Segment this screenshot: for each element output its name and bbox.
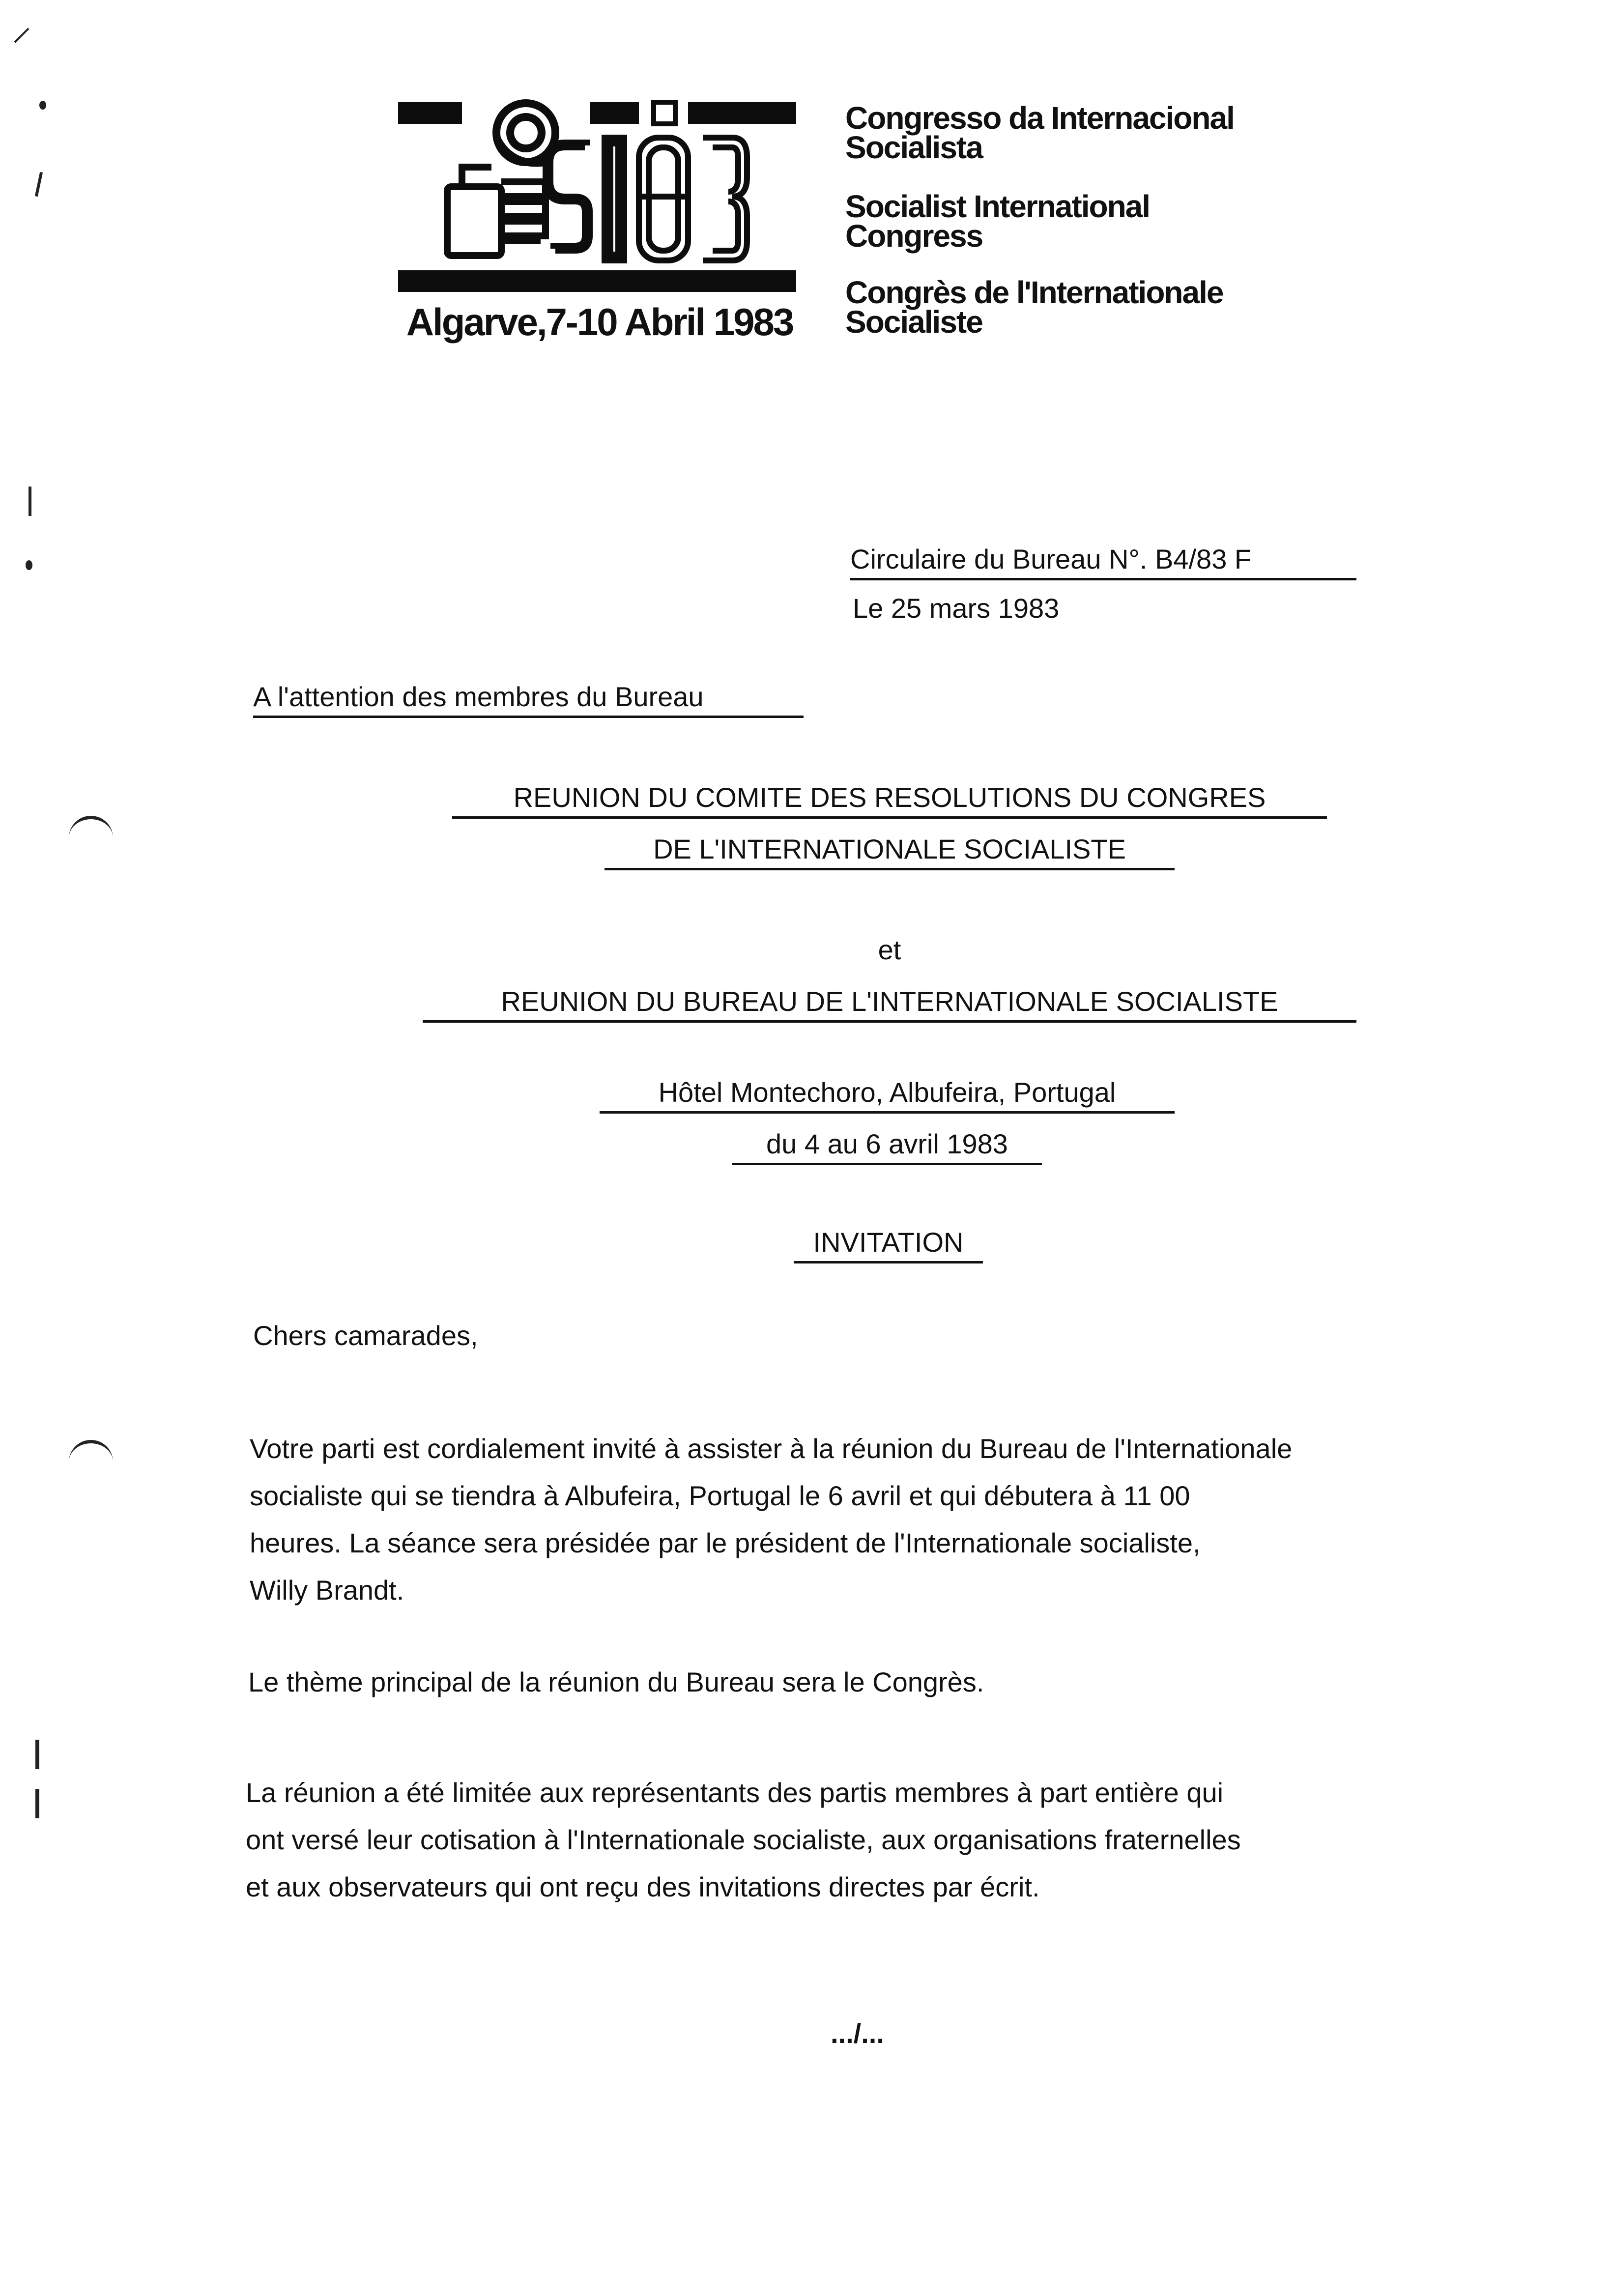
margin-mark	[26, 560, 32, 570]
margin-mark	[35, 172, 43, 197]
event-date: Algarve,7-10 Abril 1983	[406, 300, 793, 344]
paragraph-3-line-1: La réunion a été limitée aux représentants des partis membres à part entière qui	[246, 1777, 1224, 1808]
congress-name-fr	[845, 275, 1223, 340]
paragraph-3-line-2: ont versé leur cotisation à l'Internationale socialiste, aux organisations fraternelles	[246, 1824, 1241, 1855]
meeting-2-heading: REUNION DU BUREAU DE L'INTERNATIONALE SOCIALISTE	[423, 988, 1356, 1023]
salutation: Chers camarades,	[253, 1320, 478, 1351]
addressee: A l'attention des membres du Bureau	[253, 683, 804, 718]
meeting-dates: du 4 au 6 avril 1983	[732, 1130, 1042, 1165]
paragraph-3-line-3: et aux observateurs qui ont reçu des invitations directes par écrit.	[246, 1871, 1040, 1902]
continuation-mark: .../...	[831, 2018, 884, 2049]
circular-reference: Circulaire du Bureau N°. B4/83 F	[850, 545, 1356, 580]
paragraph-1	[250, 1425, 1557, 1614]
congress-name-pt	[845, 100, 1234, 165]
paragraph-3	[246, 1769, 1553, 1911]
margin-mark	[35, 1740, 39, 1769]
congress-name-en	[845, 189, 1150, 254]
venue: Hôtel Montechoro, Albufeira, Portugal	[600, 1079, 1175, 1114]
congress-name-pt-line-1: Congresso da Internacional	[845, 100, 1234, 136]
conjunction: et	[878, 934, 901, 965]
logo-graphic	[398, 93, 796, 290]
meeting-1-heading-line-1: REUNION DU COMITE DES RESOLUTIONS DU CONGRES	[452, 784, 1327, 819]
paragraph-1-line-2: socialiste qui se tiendra à Albufeira, Portugal le 6 avril et qui débutera à 11 00	[250, 1480, 1190, 1511]
si83-logo	[398, 93, 796, 344]
congress-name-fr-line-2: Socialiste	[845, 304, 982, 340]
congress-name-en-line-2: Congress	[845, 218, 983, 254]
invitation-heading: INVITATION	[794, 1229, 983, 1263]
margin-mark	[39, 101, 46, 110]
margin-bracket	[69, 1440, 113, 1463]
margin-mark	[29, 487, 31, 516]
margin-mark	[14, 28, 29, 43]
paragraph-1-line-1: Votre parti est cordialement invité à assister à la réunion du Bureau de l'Internationale	[250, 1433, 1293, 1464]
congress-name-pt-line-2: Socialista	[845, 130, 982, 165]
letter-date: Le 25 mars 1983	[853, 593, 1060, 624]
margin-mark	[35, 1789, 39, 1818]
congress-name-fr-line-1: Congrès de l'Internationale	[845, 275, 1223, 310]
margin-bracket	[69, 816, 113, 839]
paragraph-1-line-3: heures. La séance sera présidée par le président de l'Internationale socialiste,	[250, 1527, 1201, 1558]
paragraph-1-line-4: Willy Brandt.	[250, 1575, 404, 1606]
paragraph-2: Le thème principal de la réunion du Bureau sera le Congrès.	[248, 1666, 984, 1697]
meeting-1-heading-line-2: DE L'INTERNATIONALE SOCIALISTE	[604, 835, 1175, 870]
congress-name-en-line-1: Socialist International	[845, 189, 1150, 224]
